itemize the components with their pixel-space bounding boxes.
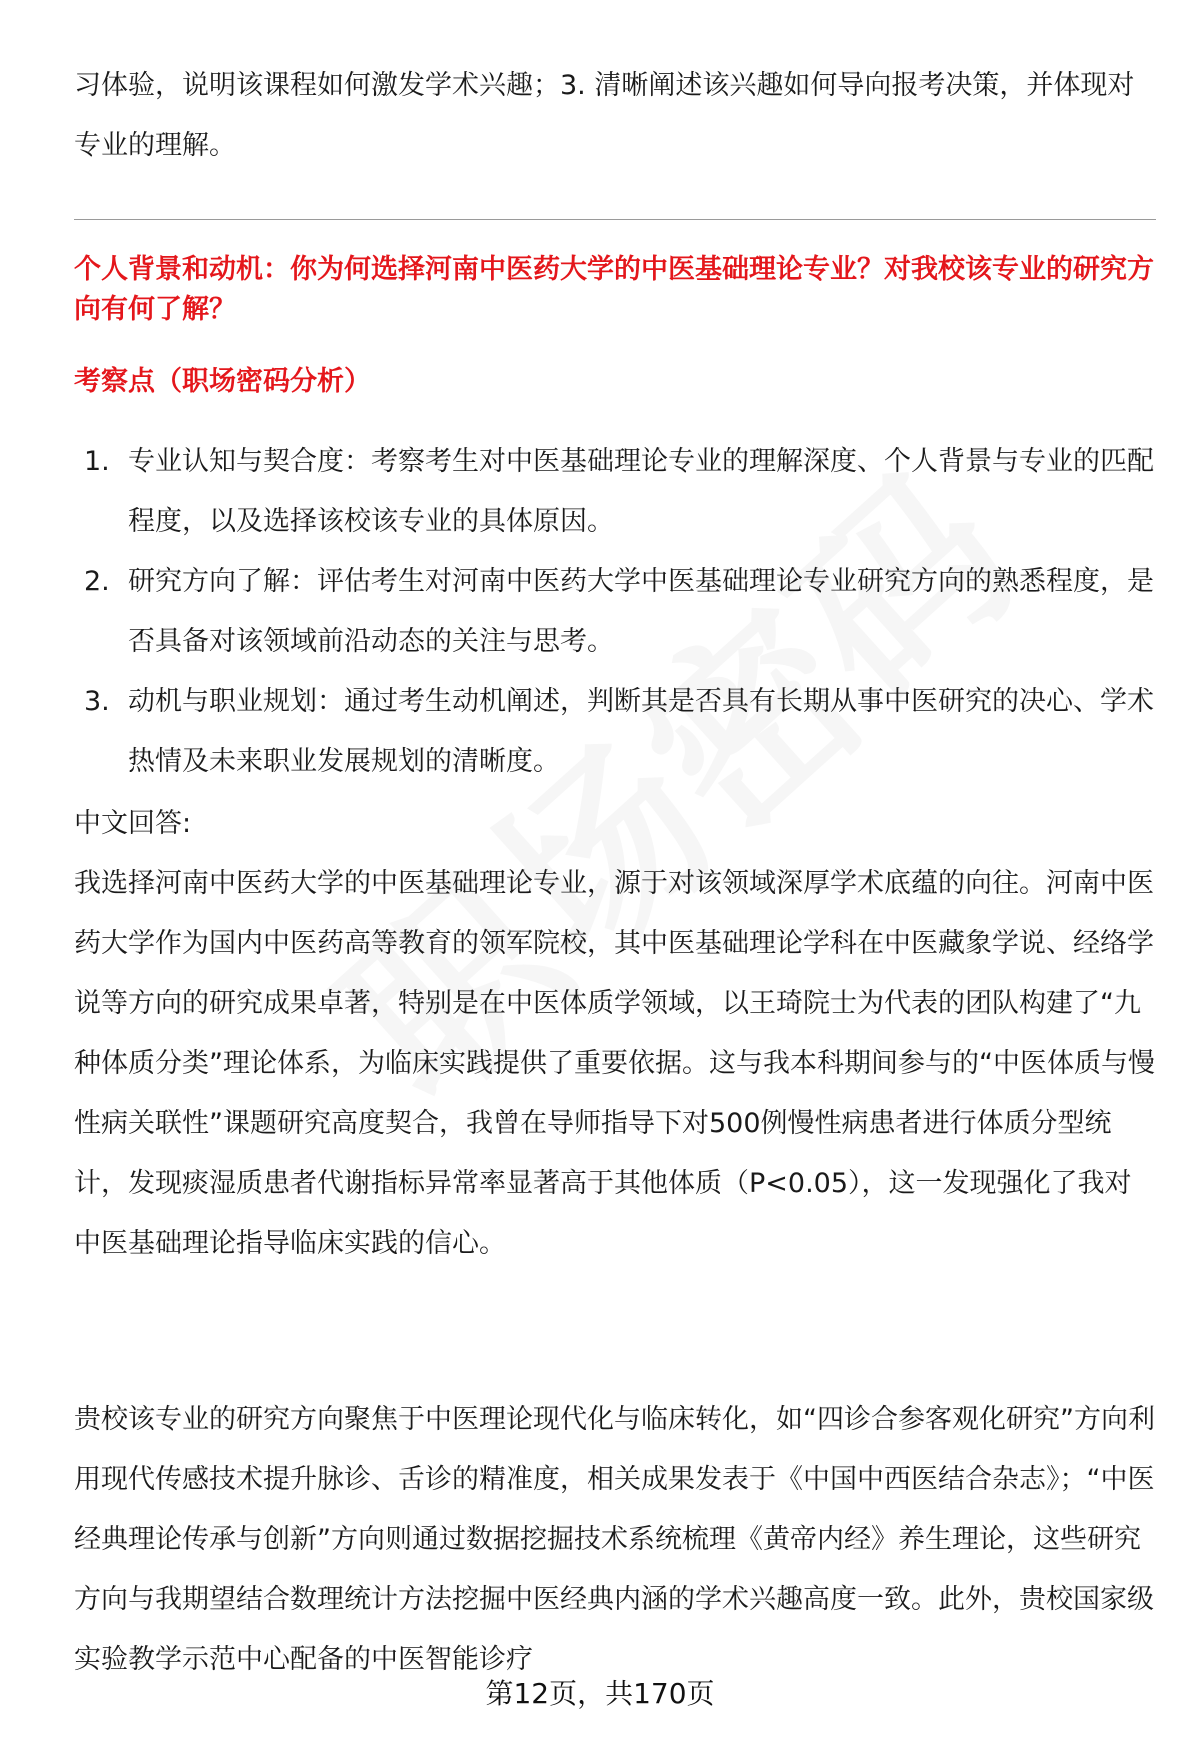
list-item (74, 672, 1156, 792)
list-item-text: 研究方向了解：评估考生对河南中医药大学中医基础理论专业研究方向的熟悉程度，是否具备对该领域前沿动态的关注与思考。 (128, 566, 1154, 657)
answer-paragraph-1: 我选择河南中医药大学的中医基础理论专业，源于对该领域深厚学术底蕴的向往。河南中医药大学作为国内中医药高等教育的领军院校，其中医基础理论学科在中医藏象学说、经络学说等方向的研究成果卓著，特别是在中医体质学领域，以王琦院士为代表的团队构建了“九种体质分类”理论体系，为临床实践提供了重要依据。这与我本科期间参与的“中医体质与慢性病关联性”课题研究高度契合，我曾在导师指导下对500例慢性病患者进行体质分型统计，发现痰湿质患者代谢指标异常率显著高于其他体质（P<0.05），这一发现强化了我对中医基础理论指导临床实践的信心。 (74, 868, 1155, 1259)
intro-paragraph: 习体验，说明该课程如何激发学术兴趣；3. 清晰阐述该兴趣如何导向报考决策，并体现对专业的理解。 (74, 70, 1135, 161)
list-item-text: 专业认知与契合度：考察考生对中医基础理论专业的理解深度、个人背景与专业的匹配程度，以及选择该校该专业的具体原因。 (128, 446, 1154, 537)
list-item-number: 2. (84, 566, 110, 597)
section-divider (74, 219, 1156, 220)
assessment-points-heading: 考察点（职场密码分析） (74, 366, 371, 397)
answer-paragraph-2: 贵校该专业的研究方向聚焦于中医理论现代化与临床转化，如“四诊合参客观化研究”方向利用现代传感技术提升脉诊、舌诊的精准度，相关成果发表于《中国中西医结合杂志》；“中医经典理论传承与创新”方向则通过数据挖掘技术系统梳理《黄帝内经》养生理论，这些研究方向与我期望结合数理统计方法挖掘中医经典内涵的学术兴趣高度一致。此外，贵校国家级实验教学示范中心配备的中医智能诊疗 (74, 1404, 1155, 1675)
list-item-text: 动机与职业规划：通过考生动机阐述，判断其是否具有长期从事中医研究的决心、学术热情及未来职业发展规划的清晰度。 (128, 686, 1154, 777)
list-item-number: 3. (84, 686, 110, 717)
assessment-points-list (74, 432, 1156, 792)
answer-label: 中文回答: (74, 808, 192, 839)
list-item (74, 432, 1156, 552)
list-item-number: 1. (84, 446, 110, 477)
list-item (74, 552, 1156, 672)
page-number-footer: 第12页，共170页 (485, 1677, 715, 1710)
question-heading: 个人背景和动机：你为何选择河南中医药大学的中医基础理论专业？对我校该专业的研究方向有何了解？ (74, 254, 1154, 325)
document-page (74, 0, 1156, 1755)
